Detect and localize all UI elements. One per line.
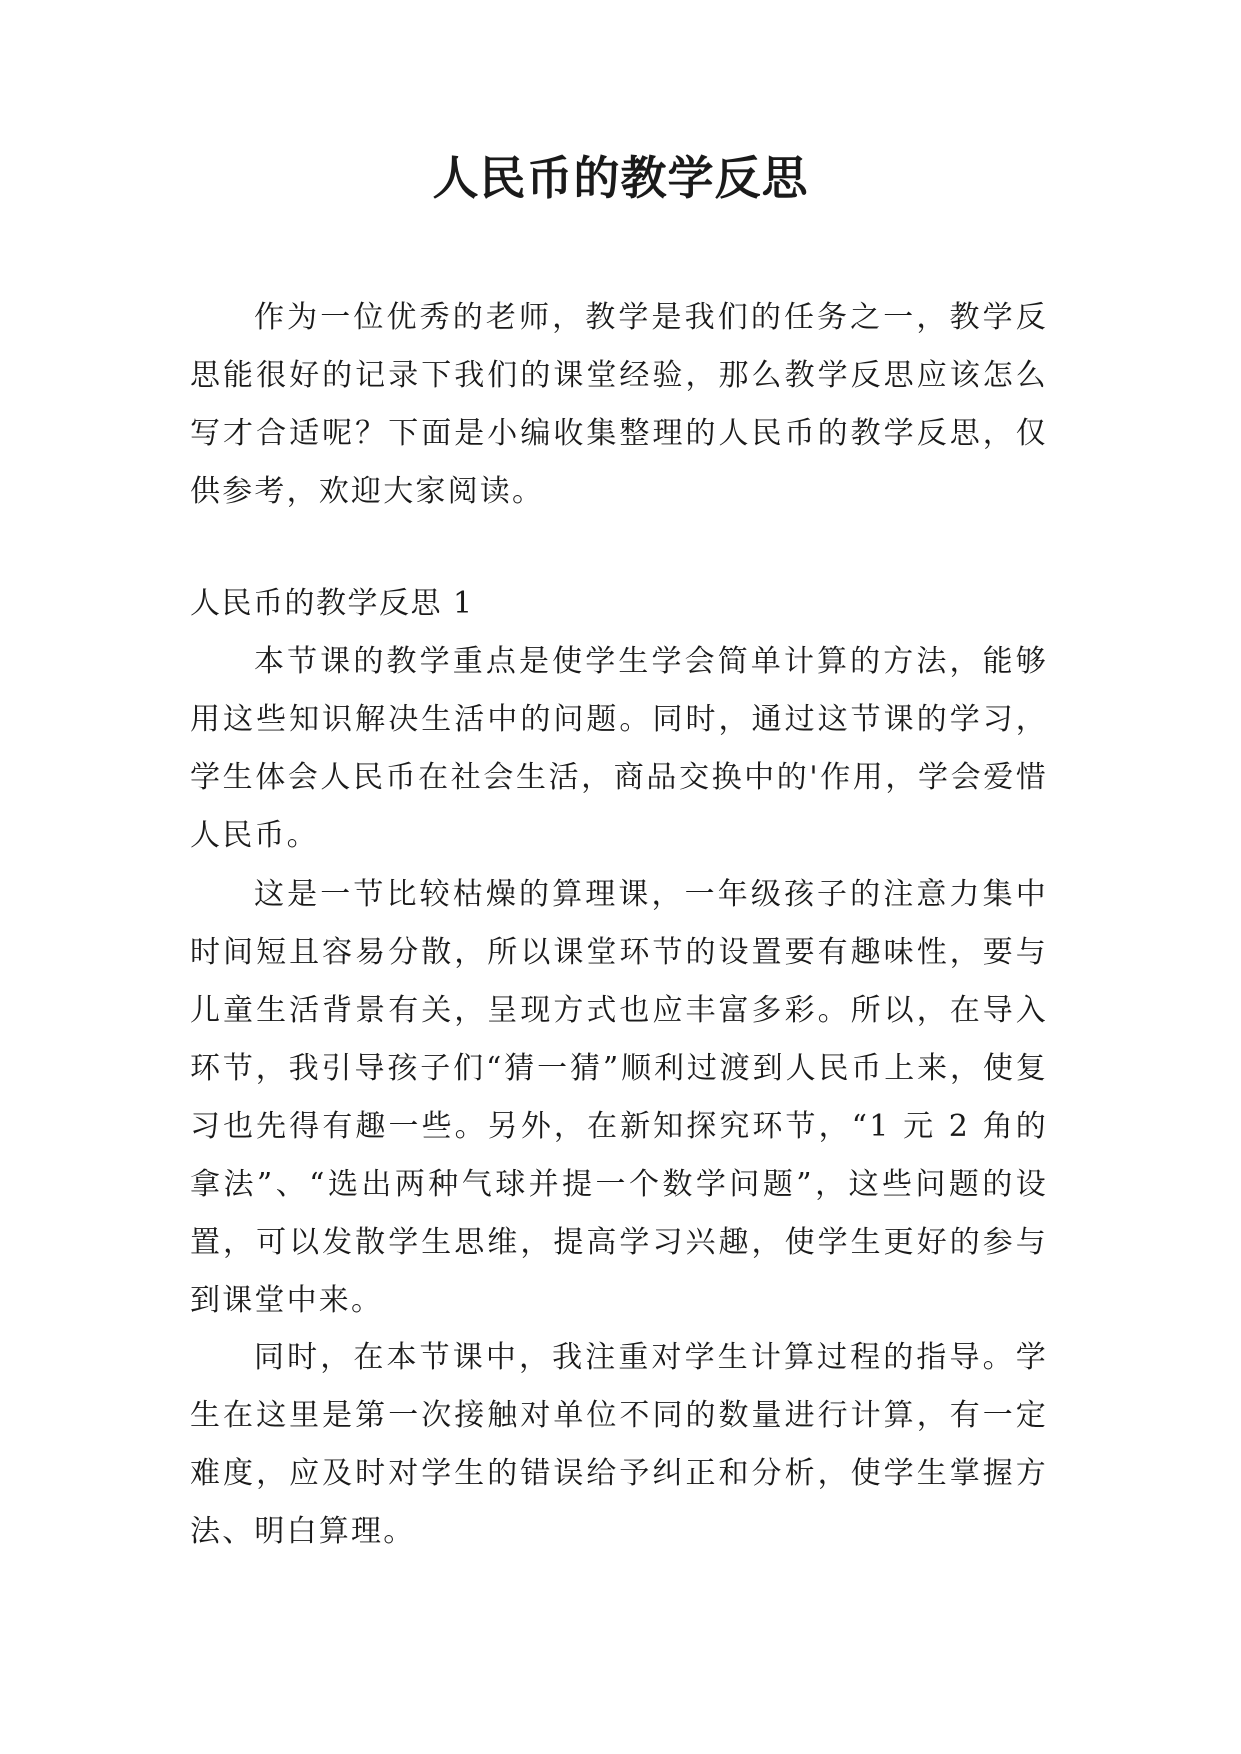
body-paragraph-1: 本节课的教学重点是使学生学会简单计算的方法，能够用这些知识解决生活中的问题。同时，通过这节课的学习，学生体会人民币在社会生活，商品交换中的'作用，学会爱惜人民币。 xyxy=(190,644,1048,853)
body-paragraph-3: 同时，在本节课中，我注重对学生计算过程的指导。学生在这里是第一次接触对单位不同的数量进行计算，有一定难度，应及时对学生的错误给予纠正和分析，使学生掌握方法、明白算理。 xyxy=(190,1340,1048,1549)
document-title: 人民币的教学反思 xyxy=(432,151,809,205)
intro-paragraph: 作为一位优秀的老师，教学是我们的任务之一，教学反思能很好的记录下我们的课堂经验，那么教学反思应该怎么写才合适呢？下面是小编收集整理的人民币的教学反思，仅供参考，欢迎大家阅读。 xyxy=(190,300,1048,509)
body-paragraph-2: 这是一节比较枯燥的算理课，一年级孩子的注意力集中时间短且容易分散，所以课堂环节的设置要有趣味性，要与儿童生活背景有关，呈现方式也应丰富多彩。所以，在导入环节，我引导孩子们“猜一猜”顺利过渡到人民币上来，使复习也先得有趣一些。另外，在新知探究环节，“1 元 2 角的拿法”、“选出两种气球并提一个数学问题”，这些问题的设置，可以发散学生思维，提高学习兴趣，使学生更好的参与到课堂中来。 xyxy=(190,877,1048,1318)
section-heading: 人民币的教学反思 1 xyxy=(190,586,474,621)
